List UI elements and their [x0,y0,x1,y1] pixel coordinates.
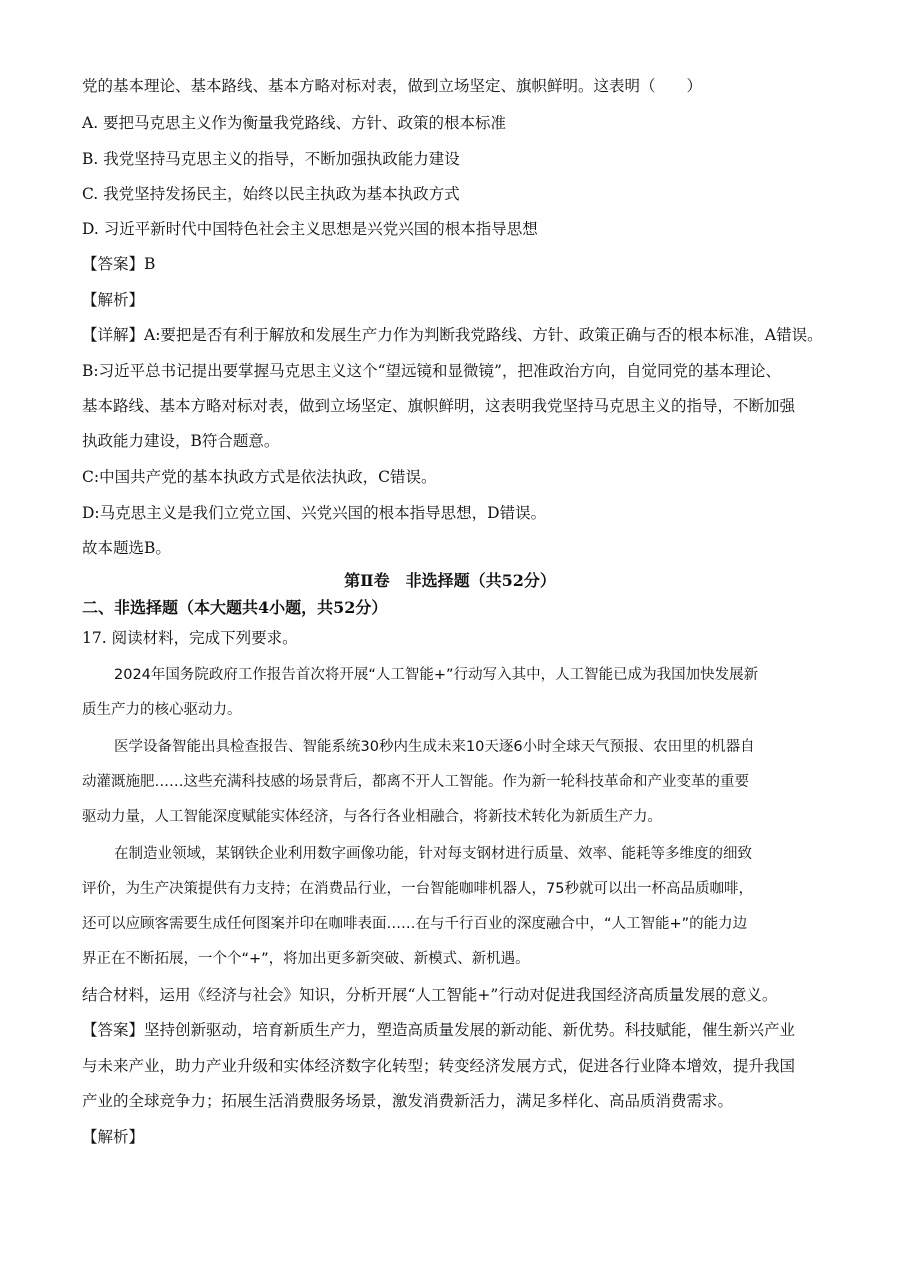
q16-detail-a: A:要把是否有利于解放和发展生产力作为判断我党路线、方针、政策正确与否的根本标准，A错误。 [144,326,823,344]
q16-detail-d: D:马克思主义是我们立党立国、兴党兴国的根本指导思想，D错误。 [82,504,547,522]
q17-material-line: 评价，为生产决策提供有力支持；在消费品行业，一台智能咖啡机器人，75秒就可以出一杯高品质咖啡， [82,881,753,897]
q16-detail-b-2: 基本路线、基本方略对标对表，做到立场坚定、旗帜鲜明，这表明我党坚持马克思主义的指导，不断加强 [82,397,796,415]
volume-title: 第Ⅱ卷 非选择题（共52分） [344,571,556,590]
q16-detail-a-line [82,325,823,345]
q17-answer-text: 与未来产业，助力产业升级和实体经济数字化转型；转变经济发展方式，促进各行业降本增效，提升我国 [82,1057,796,1075]
q17-material-line: 2024年国务院政府工作报告首次将开展“人工智能+”行动写入其中，人工智能已成为我国加快发展新 [114,667,759,683]
part-title: 二、非选择题（本大题共4小题，共52分） [82,598,388,617]
q16-option-c: C. 我党坚持发扬民主，始终以民主执政为基本执政方式 [82,185,460,203]
q16-option-b: B. 我党坚持马克思主义的指导，不断加强执政能力建设 [82,150,460,168]
q17-answer-text: 产业的全球竞争力；拓展生活消费服务场景，激发消费新活力，满足多样化、高品质消费需求。 [82,1092,734,1110]
q17-material-line: 动灌溉施肥……这些充满科技感的场景背后，都离不开人工智能。作为新一轮科技革命和产业变革的重要 [82,774,749,790]
q17-answer-label: 【答案】 [82,1021,145,1039]
q16-detail-label: 【详解】 [82,326,145,344]
q17-material-line: 质生产力的核心驱动力。 [82,702,242,718]
q17-requirement: 结合材料，运用《经济与社会》知识，分析开展“人工智能+”行动对促进我国经济高质量发展的意义。 [82,986,778,1004]
q17-answer-line [82,1020,795,1040]
q17-stem: 17. 阅读材料，完成下列要求。 [82,629,298,647]
q17-material-line: 医学设备智能出具检查报告、智能系统30秒内生成未来10天逐6小时全球天气预报、农田里的机器自 [114,739,755,755]
q16-conclusion: 故本题选B。 [82,539,171,557]
q16-analysis-label: 【解析】 [82,291,145,309]
q16-detail-b-1: B:习近平总书记提出要掌握马克思主义这个“望远镜和显微镜”，把准政治方向，自觉同党的基本理论、 [82,362,781,380]
q16-option-d: D. 习近平新时代中国特色社会主义思想是兴党兴国的根本指导思想 [82,220,538,238]
q16-detail-c: C:中国共产党的基本执政方式是依法执政，C错误。 [82,468,437,486]
q16-option-a: A. 要把马克思主义作为衡量我党路线、方针、政策的根本标准 [82,114,507,132]
q16-stem-tail: 党的基本理论、基本路线、基本方略对标对表，做到立场坚定、旗帜鲜明。这表明（ ） [82,77,703,95]
q17-material-line: 在制造业领域，某钢铁企业利用数字画像功能，针对每支钢材进行质量、效率、能耗等多维度的细致 [114,846,752,862]
q16-detail-b-3: 执政能力建设，B符合题意。 [82,432,280,450]
q16-answer: 【答案】B [82,255,156,273]
q17-analysis-label: 【解析】 [82,1128,145,1146]
q17-material-line: 驱动力量，人工智能深度赋能实体经济，与各行各业相融合，将新技术转化为新质生产力。 [82,809,662,825]
q17-material-line: 还可以应顾客需要生成任何图案并印在咖啡表面……在与千行百业的深度融合中，“人工智能+”的能力边 [82,916,748,932]
q17-material-line: 界正在不断拓展，一个个“+”，将加出更多新突破、新模式、新机遇。 [82,951,530,967]
q17-answer-text: 坚持创新驱动，培育新质生产力，塑造高质量发展的新动能、新优势。科技赋能，催生新兴产业 [144,1021,796,1039]
